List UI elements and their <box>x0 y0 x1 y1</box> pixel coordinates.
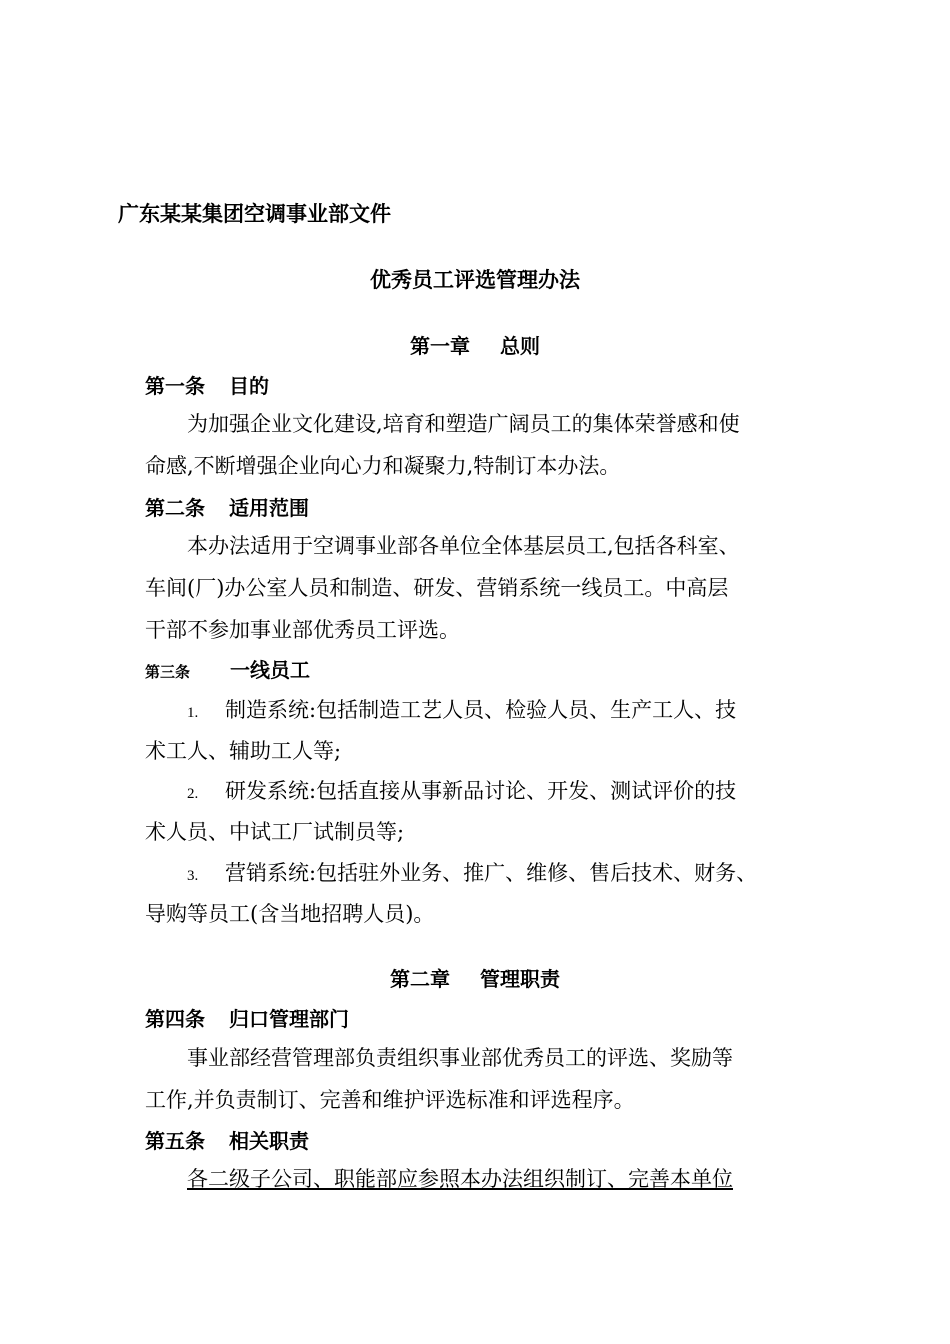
article-4-heading <box>145 1003 349 1032</box>
list-item-2-continued: 术人员、中试工厂试制员等; <box>145 820 405 844</box>
article-2-line-3: 干部不参加事业部优秀员工评选。 <box>145 618 460 642</box>
article-1-heading <box>145 370 269 399</box>
chapter-1-name: 总则 <box>500 334 540 358</box>
article-2-line-1: 本办法适用于空调事业部各单位全体基层员工,包括各科室、 <box>187 534 740 558</box>
document-title: 优秀员工评选管理办法 <box>370 268 580 292</box>
article-5-name: 相关职责 <box>229 1129 309 1153</box>
list-item-1-text: 制造系统:包括制造工艺人员、检验人员、生产工人、技 <box>225 698 737 722</box>
chapter-1-heading <box>0 330 950 359</box>
list-item-2-text: 研发系统:包括直接从事新品讨论、开发、测试评价的技 <box>225 779 737 803</box>
article-2-number: 第二条 <box>145 496 205 520</box>
document-header: 广东某某集团空调事业部文件 <box>118 202 391 226</box>
article-3-name: 一线员工 <box>230 658 311 682</box>
chapter-1-number: 第一章 <box>410 334 470 358</box>
chapter-2-heading <box>0 963 950 992</box>
article-2-line-2: 车间(厂)办公室人员和制造、研发、营销系统一线员工。中高层 <box>145 576 729 600</box>
article-1-number: 第一条 <box>145 374 205 398</box>
chapter-2-name: 管理职责 <box>480 967 560 991</box>
list-item-2 <box>187 775 736 805</box>
article-1-line-2: 命感,不断增强企业向心力和凝聚力,特制订本办法。 <box>145 454 621 478</box>
list-item-1 <box>187 694 736 724</box>
article-5-line-1: 各二级子公司、职能部应参照本办法组织制订、完善本单位 <box>187 1167 733 1191</box>
list-item-3-continued: 导购等员工(含当地招聘人员)。 <box>145 902 435 926</box>
list-item-1-continued: 术工人、辅助工人等; <box>145 739 342 763</box>
article-4-number: 第四条 <box>145 1007 205 1031</box>
list-item-1-number: 1. <box>187 705 199 721</box>
article-5-heading <box>145 1125 309 1154</box>
chapter-2-number: 第二章 <box>390 967 450 991</box>
article-2-heading <box>145 492 309 521</box>
article-3-number: 第三条 <box>145 663 191 681</box>
article-4-line-2: 工作,并负责制订、完善和维护评选标准和评选程序。 <box>145 1088 635 1112</box>
article-1-name: 目的 <box>229 374 269 398</box>
article-3-heading <box>145 654 310 683</box>
article-1-line-1: 为加强企业文化建设,培育和塑造广阔员工的集体荣誉感和使 <box>187 412 740 436</box>
list-item-3 <box>187 857 757 887</box>
list-item-3-number: 3. <box>187 868 199 884</box>
article-4-name: 归口管理部门 <box>229 1007 349 1031</box>
article-4-line-1: 事业部经营管理部负责组织事业部优秀员工的评选、奖励等 <box>187 1046 733 1070</box>
list-item-3-text: 营销系统:包括驻外业务、推广、维修、售后技术、财务、 <box>225 861 758 885</box>
article-2-name: 适用范围 <box>229 496 309 520</box>
article-5-number: 第五条 <box>145 1129 205 1153</box>
list-item-2-number: 2. <box>187 786 199 802</box>
